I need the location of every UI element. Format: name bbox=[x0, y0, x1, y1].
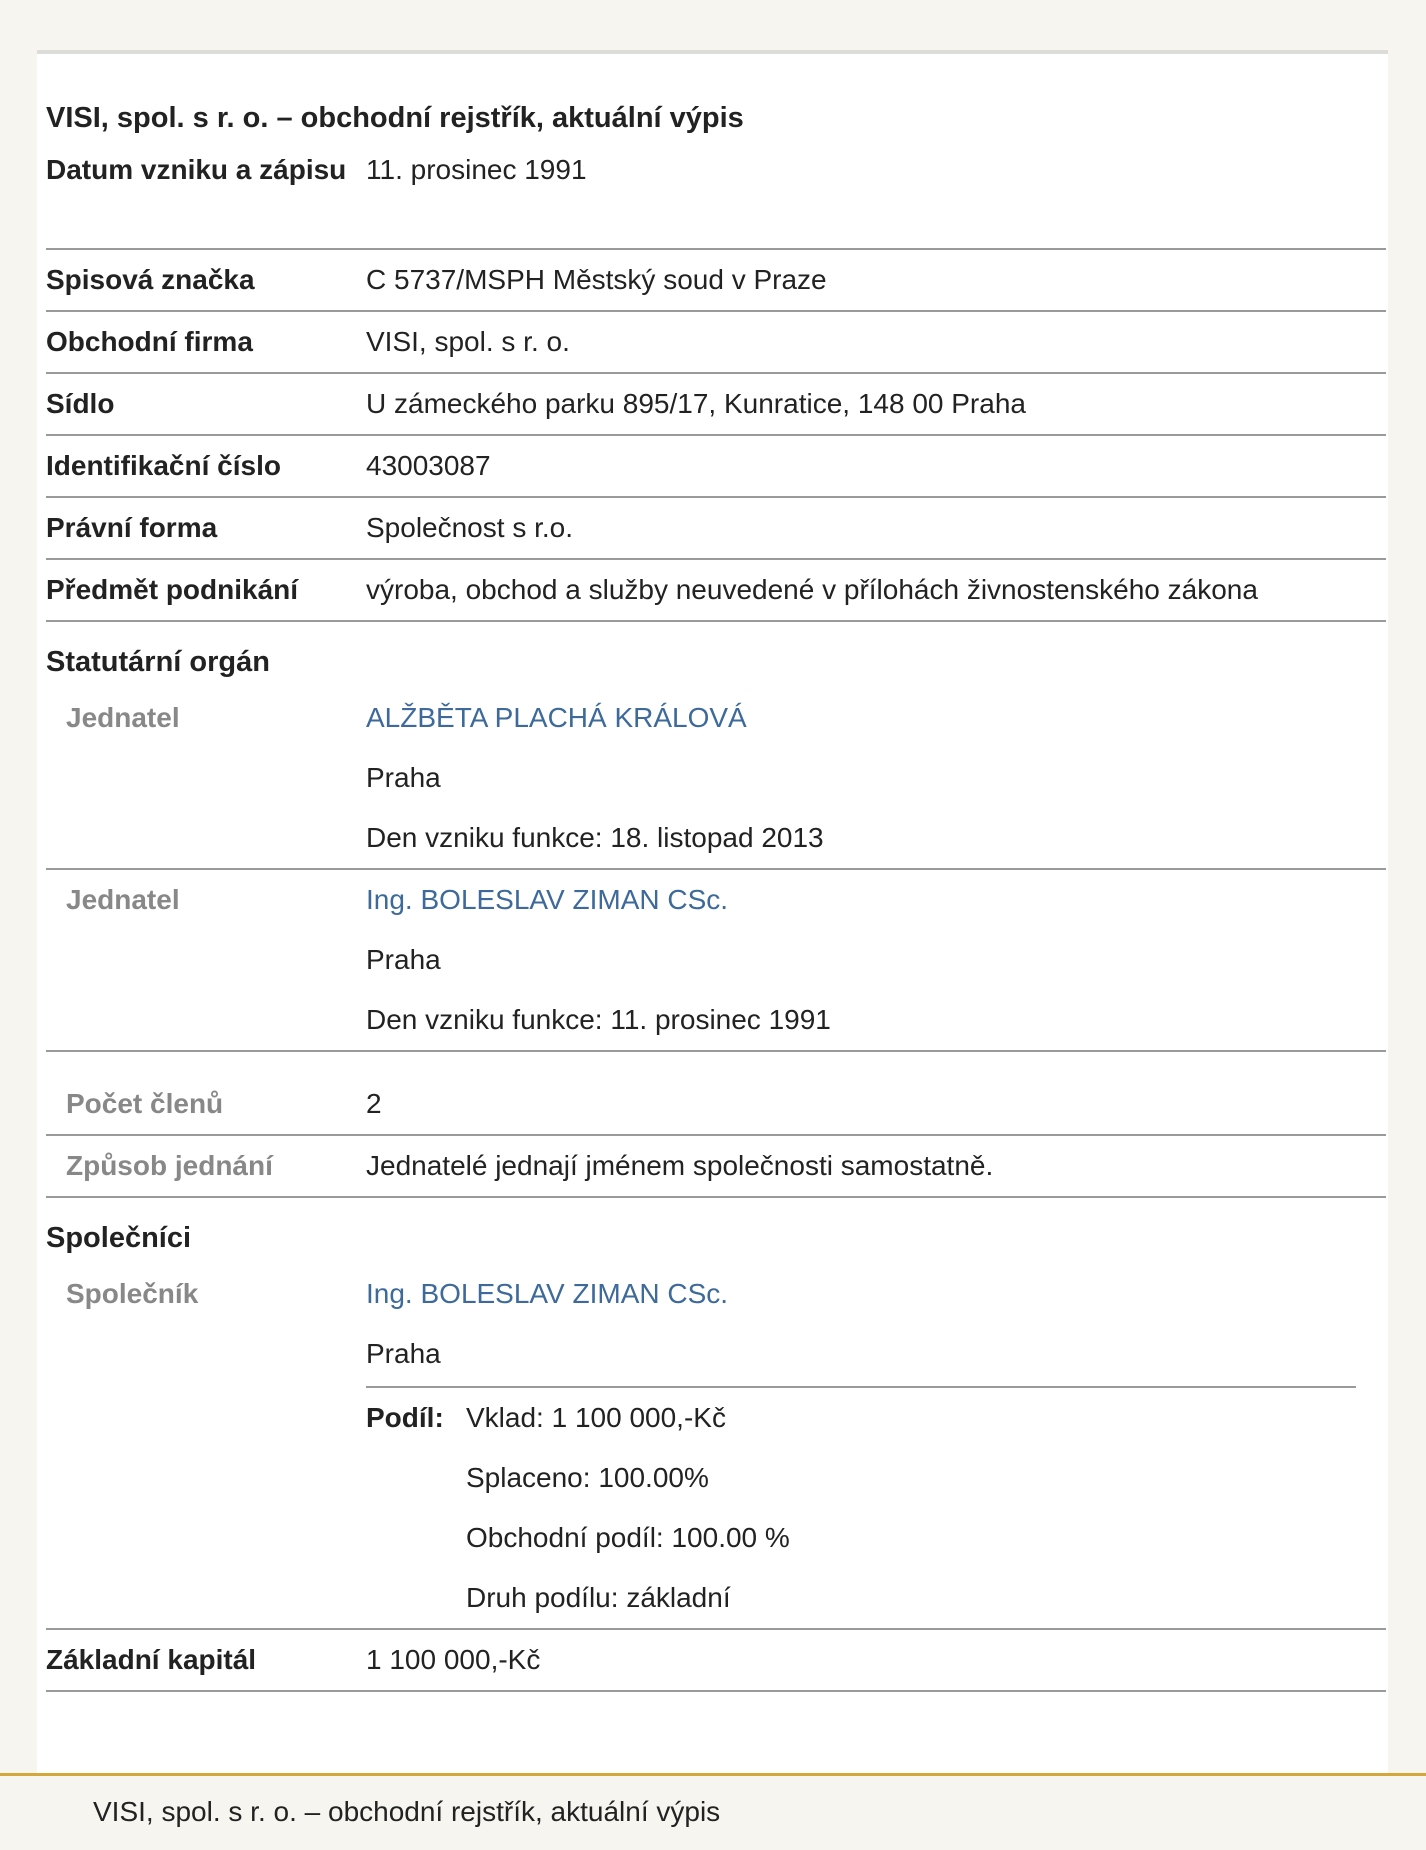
member-since: Den vzniku funkce: 11. prosinec 1991 bbox=[366, 1004, 831, 1035]
share-values bbox=[466, 1388, 1356, 1628]
section-heading-statutory: Statutární orgán bbox=[46, 646, 270, 678]
statutory-member-row bbox=[46, 870, 1386, 1052]
info-label: Právní forma bbox=[46, 512, 218, 543]
count-value: 2 bbox=[366, 1088, 382, 1119]
member-name-link[interactable]: ALŽBĚTA PLACHÁ KRÁLOVÁ bbox=[366, 702, 747, 733]
statutory-count-row bbox=[46, 1052, 1386, 1136]
statutory-member-row bbox=[46, 688, 1386, 870]
member-role: Jednatel bbox=[66, 884, 180, 915]
capital-value: 1 100 000,-Kč bbox=[366, 1644, 541, 1675]
member-details bbox=[366, 870, 1386, 1050]
partner-city: Praha bbox=[366, 1338, 441, 1369]
partner-details bbox=[366, 1264, 1386, 1628]
info-label: Předmět podnikání bbox=[46, 574, 299, 605]
share-label: Podíl: bbox=[366, 1402, 444, 1433]
share-paid: Splaceno: 100.00% bbox=[466, 1462, 709, 1493]
statutory-method-row bbox=[46, 1136, 1386, 1198]
info-row-file-number bbox=[46, 250, 1386, 312]
info-row-legal-form bbox=[46, 498, 1386, 560]
partner-name-link[interactable]: Ing. BOLESLAV ZIMAN CSc. bbox=[366, 1278, 729, 1309]
method-value: Jednatelé jednají jménem společnosti samostatně. bbox=[366, 1150, 994, 1181]
info-row-founded bbox=[46, 144, 1386, 250]
info-row-seat bbox=[46, 374, 1386, 436]
info-value: VISI, spol. s r. o. bbox=[366, 326, 570, 357]
member-details bbox=[366, 688, 1386, 868]
info-value: výroba, obchod a služby neuvedené v přílohách živnostenského zákona bbox=[366, 574, 1258, 605]
partner-role: Společník bbox=[66, 1278, 199, 1309]
section-heading-partners: Společníci bbox=[46, 1222, 192, 1254]
info-label: Obchodní firma bbox=[46, 326, 253, 357]
member-name-link[interactable]: Ing. BOLESLAV ZIMAN CSc. bbox=[366, 884, 729, 915]
info-label: Spisová značka bbox=[46, 264, 255, 295]
count-label: Počet členů bbox=[66, 1088, 224, 1119]
document-content bbox=[46, 100, 1386, 1692]
info-label: Identifikační číslo bbox=[46, 450, 281, 481]
info-row-business-scope bbox=[46, 560, 1386, 622]
info-label: Datum vzniku a zápisu bbox=[46, 154, 347, 185]
info-value: 11. prosinec 1991 bbox=[366, 154, 587, 185]
partner-row bbox=[46, 1264, 1386, 1630]
member-city: Praha bbox=[366, 944, 441, 975]
footer-text: VISI, spol. s r. o. – obchodní rejstřík, aktuální výpis bbox=[93, 1796, 721, 1827]
document-title: VISI, spol. s r. o. – obchodní rejstřík, aktuální výpis bbox=[46, 102, 744, 134]
capital-label: Základní kapitál bbox=[46, 1644, 257, 1675]
method-label: Způsob jednání bbox=[66, 1150, 273, 1181]
member-role: Jednatel bbox=[66, 702, 180, 733]
member-since: Den vzniku funkce: 18. listopad 2013 bbox=[366, 822, 824, 853]
info-value: Společnost s r.o. bbox=[366, 512, 574, 543]
capital-row bbox=[46, 1630, 1386, 1692]
info-row-id-number bbox=[46, 436, 1386, 498]
member-city: Praha bbox=[366, 762, 441, 793]
share-type: Druh podílu: základní bbox=[466, 1582, 731, 1613]
partner-share bbox=[366, 1386, 1356, 1628]
page-footer bbox=[0, 1773, 1426, 1850]
document-sheet bbox=[37, 50, 1388, 1773]
info-value: C 5737/MSPH Městský soud v Praze bbox=[366, 264, 827, 295]
share-deposit: Vklad: 1 100 000,-Kč bbox=[466, 1402, 726, 1433]
info-row-company-name bbox=[46, 312, 1386, 374]
info-value: U zámeckého parku 895/17, Kunratice, 148 00 Praha bbox=[366, 388, 1026, 419]
info-value: 43003087 bbox=[366, 450, 491, 481]
share-ratio: Obchodní podíl: 100.00 % bbox=[466, 1522, 790, 1553]
info-label: Sídlo bbox=[46, 388, 115, 419]
